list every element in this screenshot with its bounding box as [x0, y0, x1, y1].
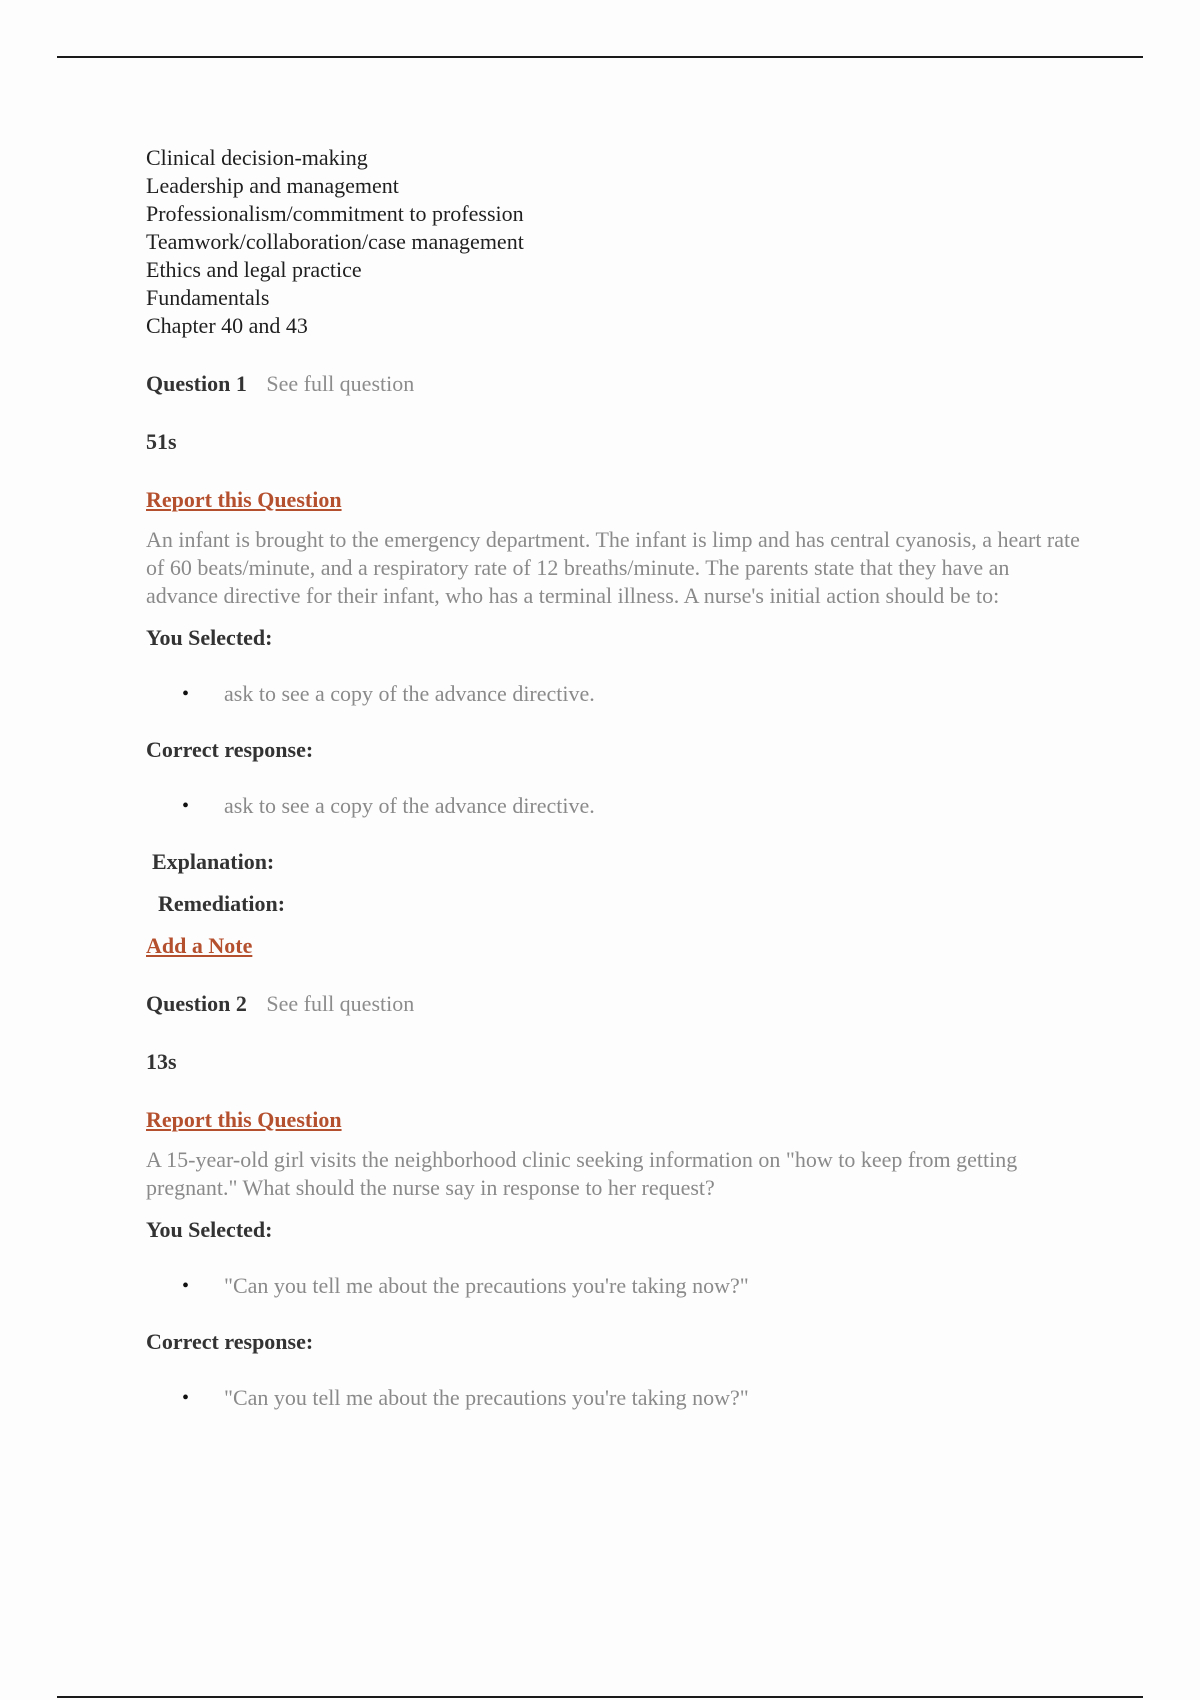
- see-full-question-link[interactable]: See full question: [266, 991, 415, 1016]
- correct-answer-text: "Can you tell me about the precautions you're taking now?": [224, 1385, 749, 1410]
- question-text: A 15-year-old girl visits the neighborhood clinic seeking information on "how to keep from getting pregnant." What should the nurse say in response to her request?: [146, 1147, 1018, 1200]
- question-text: An infant is brought to the emergency department. The infant is limp and has central cyanosis, a heart rate of 60 beats/minute, and a respiratory rate of 12 breaths/minute. The parents state that they have an advance directive for their infant, who has a terminal illness. A nurse's initial action should be to:: [146, 527, 1080, 608]
- bullet-icon: •: [182, 1275, 190, 1297]
- selected-answer: [146, 680, 1086, 708]
- correct-answer-text: ask to see a copy of the advance directive.: [224, 793, 595, 818]
- add-note-link[interactable]: Add a Note: [146, 933, 253, 958]
- correct-response-label: Correct response:: [146, 1329, 314, 1354]
- you-selected-label: You Selected:: [146, 1217, 273, 1242]
- see-full-question-link[interactable]: See full question: [266, 371, 415, 396]
- correct-response-label: Correct response:: [146, 737, 314, 762]
- report-question-link[interactable]: Report this Question: [146, 1107, 342, 1132]
- topic-item: Teamwork/collaboration/case management: [146, 229, 524, 254]
- topic-item: Leadership and management: [146, 173, 399, 198]
- question-title: Question 1: [146, 371, 247, 396]
- question-time: 51s: [146, 429, 177, 454]
- bullet-icon: •: [182, 683, 190, 705]
- you-selected-label: You Selected:: [146, 625, 273, 650]
- topic-item: Fundamentals: [146, 285, 270, 310]
- question-2: [146, 990, 1086, 1412]
- topic-item: Clinical decision-making: [146, 145, 368, 170]
- topic-list: [146, 144, 1086, 340]
- bullet-icon: •: [182, 795, 190, 817]
- remediation-label: Remediation:: [158, 891, 286, 916]
- question-time: 13s: [146, 1049, 177, 1074]
- selected-answer-text: "Can you tell me about the precautions you're taking now?": [224, 1273, 749, 1298]
- question-header: [146, 370, 1086, 398]
- document-body: [146, 144, 1086, 1440]
- correct-answer: [146, 792, 1086, 820]
- correct-answer: [146, 1384, 1086, 1412]
- report-question-link[interactable]: Report this Question: [146, 487, 342, 512]
- question-title: Question 2: [146, 991, 247, 1016]
- topic-item: Professionalism/commitment to profession: [146, 201, 524, 226]
- topic-item: Chapter 40 and 43: [146, 313, 308, 338]
- bullet-icon: •: [182, 1387, 190, 1409]
- topic-item: Ethics and legal practice: [146, 257, 362, 282]
- explanation-label: Explanation:: [152, 849, 275, 874]
- question-header: [146, 990, 1086, 1018]
- question-1: [146, 370, 1086, 960]
- selected-answer: [146, 1272, 1086, 1300]
- selected-answer-text: ask to see a copy of the advance directive.: [224, 681, 595, 706]
- footer-rule: [57, 1696, 1143, 1698]
- header-rule: [57, 56, 1143, 58]
